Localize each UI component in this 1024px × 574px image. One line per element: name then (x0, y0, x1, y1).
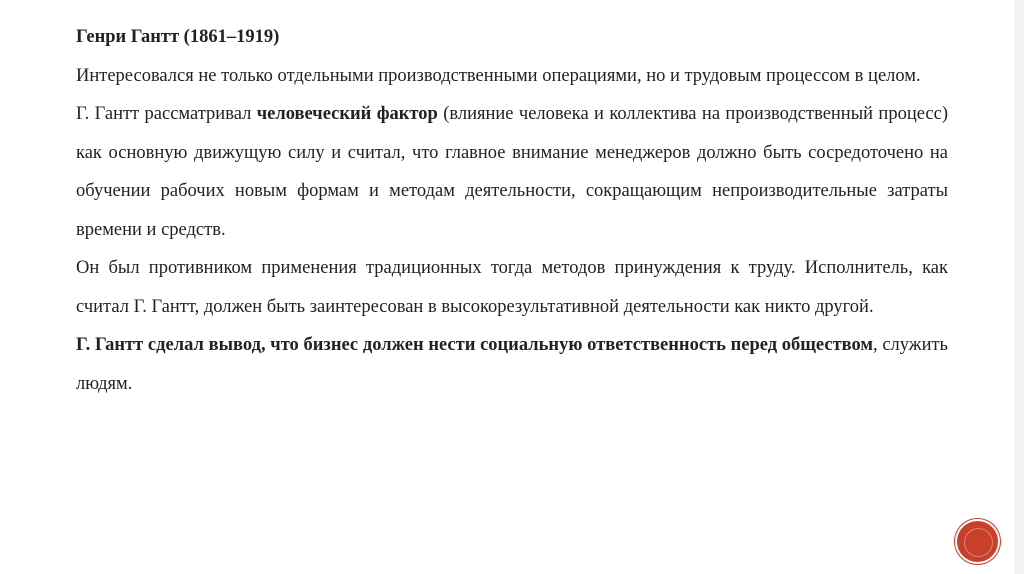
paragraph-4 (76, 326, 948, 403)
slide-title: Генри Гантт (1861–1919) (76, 27, 280, 47)
paragraph-1 (76, 57, 948, 96)
slide-edge-bar (1014, 0, 1024, 574)
paragraph-2-text-before: Г. Гантт рассматривал (76, 104, 257, 124)
slide-content (76, 18, 948, 403)
paragraph-4-bold-text: Г. Гантт сделал вывод, что бизнес должен нести социальную ответственность перед обществом (76, 335, 874, 355)
paragraph-2-text-after: (влияние человека и коллектива на производственный процесс) как основную движущую силу и считал, что главное внимание менеджеров должно быть сосредоточено на обучении рабочих новым формам и методам деятельности, сокращающим непроизводительные затраты времени и средств. (76, 104, 948, 240)
paragraph-3-text: Он был противником применения традиционных тогда методов принуждения к труду. Исполнитель, как считал Г. Гантт, должен быть заинтересован в высокорезультативной деятельности как никто другой. (76, 258, 948, 317)
paragraph-2-bold-text: человеческий фактор (256, 104, 438, 124)
paragraph-3 (76, 249, 948, 326)
slide-nav-button[interactable] (957, 521, 998, 562)
paragraph-4-text-after: , служить людям. (76, 335, 948, 394)
paragraph-2 (76, 95, 948, 249)
paragraph-1-text: Интересовался не только отдельными производственными операциями, но и трудовым процессом в целом. (76, 65, 921, 86)
